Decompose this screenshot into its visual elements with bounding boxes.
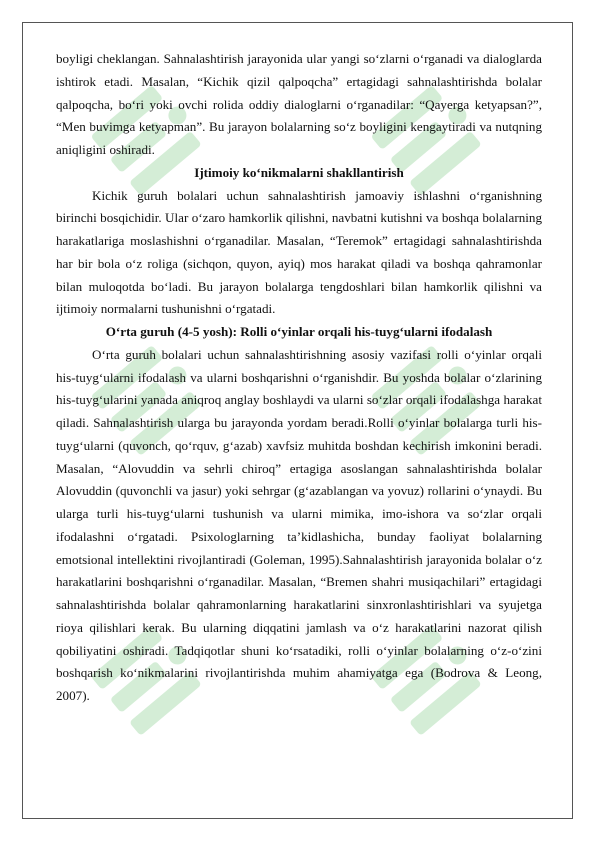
heading-middle-group: O‘rta guruh (4-5 yosh): Rolli o‘yinlar orqali his-tuyg‘ularni ifodalash bbox=[105, 324, 493, 339]
paragraph-social-skills: Kichik guruh bolalari uchun sahnalashtirish jamoaviy ishlashni o‘rganishning birinchi bosqichidir. Ular o‘zaro hamkorlik qilishni, navbatni kutishni va boshqa bolalarning harakatlariga moslashishni o‘rganadilar. Masalan, “Teremok” ertagidagi sahnalashtirishda har bir bola o‘z roliga (sichqon, quyon, ayiq) mos harakat qiladi va boshqa qahramonlar bilan muloqotda bo‘ladi. Bu jarayon bolalarga tengdoshlari bilan hamkorlik qilishni va ijtimoiy normalarni tushunishni o‘rgatadi. bbox=[56, 187, 542, 317]
paragraph-middle-group: O‘rta guruh bolalari uchun sahnalashtirishning asosiy vazifasi rolli o‘yinlar orqali his-tuyg‘ularni ifodalash va ularni boshqarishni o‘rganishdir. Bu yoshda bolalar o‘zlarining his-tuyg‘ularini yanada aniqroq anglay boshlaydi va ularni so‘zlar orqali ifodalashga harakat qiladi. Sahnalashtirish ularga bu jarayonda yordam beradi.Rolli o‘yinlar bolalarga turli his-tuyg‘ularni (quvonch, qo‘rquv, g‘azab) xavfsiz muhitda boshdan kechirish imkonini beradi. Masalan, “Alovuddin va sehrli chiroq” ertagiga asoslangan sahnalashtirishda bolalar Alovuddin (quvonchli va jasur) yoki sehrgar (g‘azablangan va yovuz) rollarini o‘ynaydi. Bu ularga turli his-tuyg‘ularni tushunish va ularni mimika, imo-ishora va so‘zlar orqali ifodalashni o‘rgatadi. Psixologlarning ta’kidlashicha, bunday faoliyat bolalarning emotsional intellektini rivojlantiradi (Goleman, 1995).Sahnalashtirish jarayonida bolalar o‘z harakatlarini boshqarishni o‘rganadilar. Masalan, “Bremen shahri musiqachilari” ertagidagi sahnalashtirishda bolalar qahramonlarning harakatlarini sinxronlashtirishlari va syujetga rioya qilishlari kerak. Bu ularning diqqatini jamlash va o‘z harakatlarini nazorat qilish qobiliyatini oshiradi. Tadqiqotlar shuni ko‘rsatadiki, rolli o‘yinlar bolalarning o‘z-o‘zini boshqarish ko‘nikmalarini rivojlantirishda muhim ahamiyatga ega (Bodrova & Leong, 2007). bbox=[56, 346, 542, 703]
document-body bbox=[56, 48, 542, 708]
heading-social-skills: Ijtimoiy ko‘nikmalarni shakllantirish bbox=[194, 164, 404, 180]
paragraph-vocabulary: boyligi cheklangan. Sahnalashtirish jarayonida ular yangi so‘zlarni o‘rganadi va dialoglarda ishtirok etadi. Masalan, “Kichik qizil qalpoqcha” ertagidagi sahnalashtirishda bolalar qalpoqcha, bo‘ri yoki ovchi rolida oddiy dialoglarni o‘rganadilar: “Qayerga ketyapsan?”, “Men buvimga ketyapman”. Bu jarayon bolalarning so‘z boyligini kengaytiradi va nutqning aniqligini oshiradi. bbox=[56, 51, 542, 157]
